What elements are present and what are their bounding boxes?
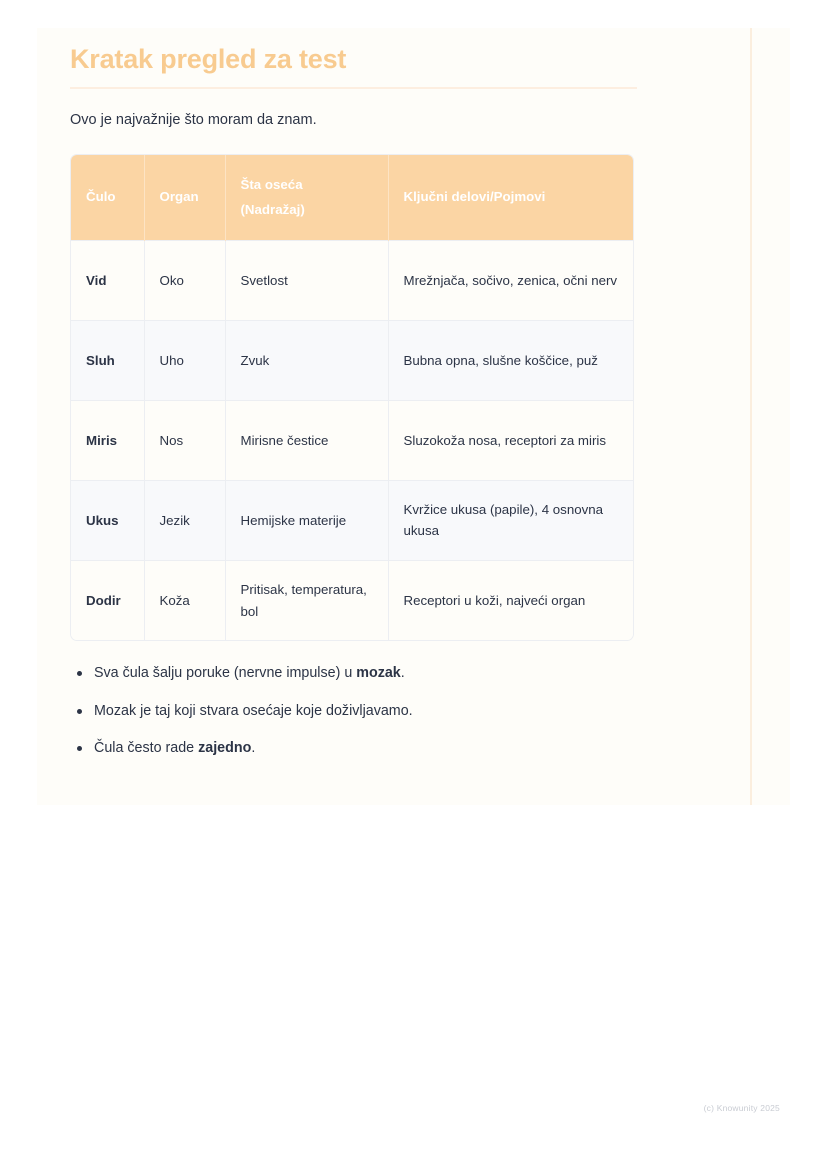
table-row (71, 480, 634, 560)
title-divider (70, 87, 637, 89)
cell-sense: Ukus (71, 480, 144, 560)
page-title: Kratak pregled za test (70, 44, 347, 74)
cell-parts: Receptori u koži, najveći organ (388, 560, 634, 640)
document-content (70, 28, 640, 760)
cell-parts: Kvržice ukusa (papile), 4 osnovna ukusa (388, 480, 634, 560)
summary-table-wrapper (70, 154, 634, 641)
cell-parts: Bubna opna, slušne koščice, puž (388, 320, 634, 400)
list-item-text-prefix: Čula često rade (94, 740, 199, 757)
list-item-text-bold: zajedno (198, 740, 252, 757)
cell-organ: Jezik (144, 480, 225, 560)
intro-text: Ovo je najvažnije što moram da znam. (70, 111, 317, 128)
cell-organ: Koža (144, 560, 225, 640)
cell-sense: Sluh (71, 320, 144, 400)
column-header-stimulus-line2: (Nadražaj) (240, 201, 305, 217)
list-item-text-prefix: Sva čula šalju poruke (nervne impulse) u (94, 665, 357, 682)
list-item-text-prefix: Mozak je taj koji stvara osećaje koje doživljavamo. (94, 702, 413, 719)
cell-stimulus: Zvuk (225, 320, 388, 400)
cell-organ: Uho (144, 320, 225, 400)
footer-copyright: (c) Knowunity 2025 (703, 1103, 780, 1113)
cell-sense: Miris (71, 400, 144, 480)
table-row (71, 320, 634, 400)
cell-stimulus: Pritisak, temperatura, bol (225, 560, 388, 640)
table-row (71, 400, 634, 480)
list-item (94, 663, 640, 684)
table-row (71, 240, 634, 320)
table-row (71, 560, 634, 640)
cell-sense: Dodir (71, 560, 144, 640)
cell-parts: Mrežnjača, sočivo, zenica, očni nerv (388, 240, 634, 320)
cell-organ: Nos (144, 400, 225, 480)
cell-stimulus: Mirisne čestice (225, 400, 388, 480)
column-header-stimulus-line1: Šta oseća (240, 176, 303, 192)
table-body (71, 240, 634, 640)
bullet-dot-icon (77, 671, 82, 676)
summary-table (71, 155, 634, 640)
list-item-text-bold: mozak (356, 665, 401, 682)
table-header (71, 155, 634, 240)
list-item (94, 738, 640, 759)
column-header-parts: Ključni delovi/Pojmovi (388, 155, 634, 240)
list-item (94, 701, 640, 722)
bullet-dot-icon (77, 709, 82, 714)
cell-sense: Vid (71, 240, 144, 320)
cell-stimulus: Hemijske materije (225, 480, 388, 560)
table-header-row (71, 155, 634, 240)
column-header-sense: Čulo (71, 155, 144, 240)
panel-right-rule (750, 28, 752, 805)
column-header-organ: Organ (144, 155, 225, 240)
bullet-dot-icon (77, 746, 82, 751)
cell-stimulus: Svetlost (225, 240, 388, 320)
cell-organ: Oko (144, 240, 225, 320)
cell-parts: Sluzokoža nosa, receptori za miris (388, 400, 634, 480)
list-item-text-suffix: . (251, 740, 256, 757)
list-item-text-suffix: . (400, 665, 405, 682)
column-header-stimulus (225, 155, 388, 240)
key-notes-list (70, 663, 640, 759)
